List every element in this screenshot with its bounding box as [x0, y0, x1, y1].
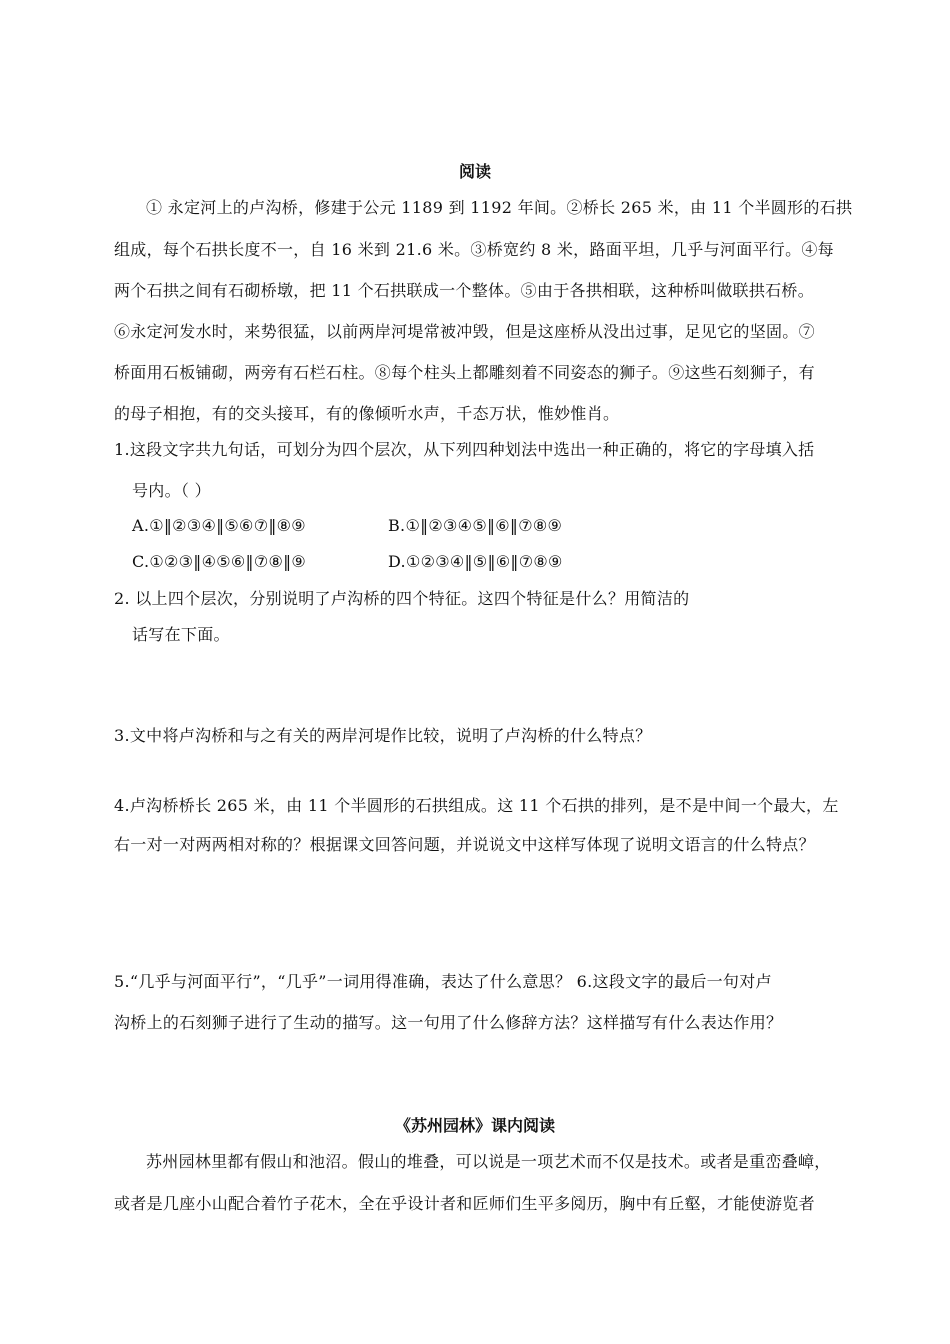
passage1-line-5: 桥面用石板铺砌，两旁有石栏石柱。⑧每个柱头上都雕刻着不同姿态的狮子。⑨这些石刻狮子，有 [114, 363, 815, 382]
question-1-option-c: C.①②③‖④⑤⑥‖⑦⑧‖⑨ [132, 552, 307, 571]
question-1-option-d: D.①②③④‖⑤‖⑥‖⑦⑧⑨ [388, 552, 563, 571]
question-3: 3.文中将卢沟桥和与之有关的两岸河堤作比较，说明了卢沟桥的什么特点？ [114, 726, 652, 745]
passage1-line-6: 的母子相抱，有的交头接耳，有的像倾听水声，千态万状，惟妙惟肖。 [114, 404, 620, 423]
passage2-line-2: 或者是几座小山配合着竹子花木，全在乎设计者和匠师们生平多阅历，胸中有丘壑，才能使游览者 [114, 1194, 815, 1213]
question-1-option-a: A.①‖②③④‖⑤⑥⑦‖⑧⑨ [132, 516, 306, 535]
question-4-line-2: 右一对一对两两相对称的？根据课文回答问题，并说说文中这样写体现了说明文语言的什么特点？ [114, 835, 815, 854]
question-1-option-b: B.①‖②③④⑤‖⑥‖⑦⑧⑨ [388, 516, 563, 535]
passage1-line-2: 组成，每个石拱长度不一，自 16 米到 21.6 米。③桥宽约 8 米，路面平坦，几乎与河面平行。④每 [114, 240, 834, 259]
question-5-6-line-1: 5.“几乎与河面平行”，“几乎”一词用得准确，表达了什么意思？ 6.这段文字的最后一句对卢 [114, 972, 772, 991]
question-1-line-2: 号内。（ ） [132, 481, 211, 500]
section2-title: 《苏州园林》课内阅读 [394, 1116, 555, 1135]
question-5-6-line-2: 沟桥上的石刻狮子进行了生动的描写。这一句用了什么修辞方法？这样描写有什么表达作用？ [114, 1013, 783, 1032]
question-2-line-2: 话写在下面。 [132, 625, 230, 644]
question-2-line-1: 2. 以上四个层次，分别说明了卢沟桥的四个特征。这四个特征是什么？用简洁的 [114, 589, 690, 608]
passage2-line-1: 苏州园林里都有假山和池沼。假山的堆叠，可以说是一项艺术而不仅是技术。或者是重峦叠嶂， [146, 1152, 831, 1171]
passage1-line-1: ① 永定河上的卢沟桥，修建于公元 1189 到 1192 年间。②桥长 265 米，由 11 个半圆形的石拱 [146, 198, 853, 217]
question-1-line-1: 1.这段文字共九句话，可划分为四个层次，从下列四种划法中选出一种正确的，将它的字母填入括 [114, 440, 815, 459]
passage1-line-3: 两个石拱之间有石砌桥墩，把 11 个石拱联成一个整体。⑤由于各拱相联，这种桥叫做联拱石桥。 [114, 281, 815, 300]
section1-title: 阅读 [458, 162, 491, 181]
question-4-line-1: 4.卢沟桥桥长 265 米，由 11 个半圆形的石拱组成。这 11 个石拱的排列，是不是中间一个最大，左 [114, 796, 839, 815]
passage1-line-4: ⑥永定河发水时，来势很猛，以前两岸河堤常被冲毁，但是这座桥从没出过事，足见它的坚固。⑦ [114, 322, 815, 341]
